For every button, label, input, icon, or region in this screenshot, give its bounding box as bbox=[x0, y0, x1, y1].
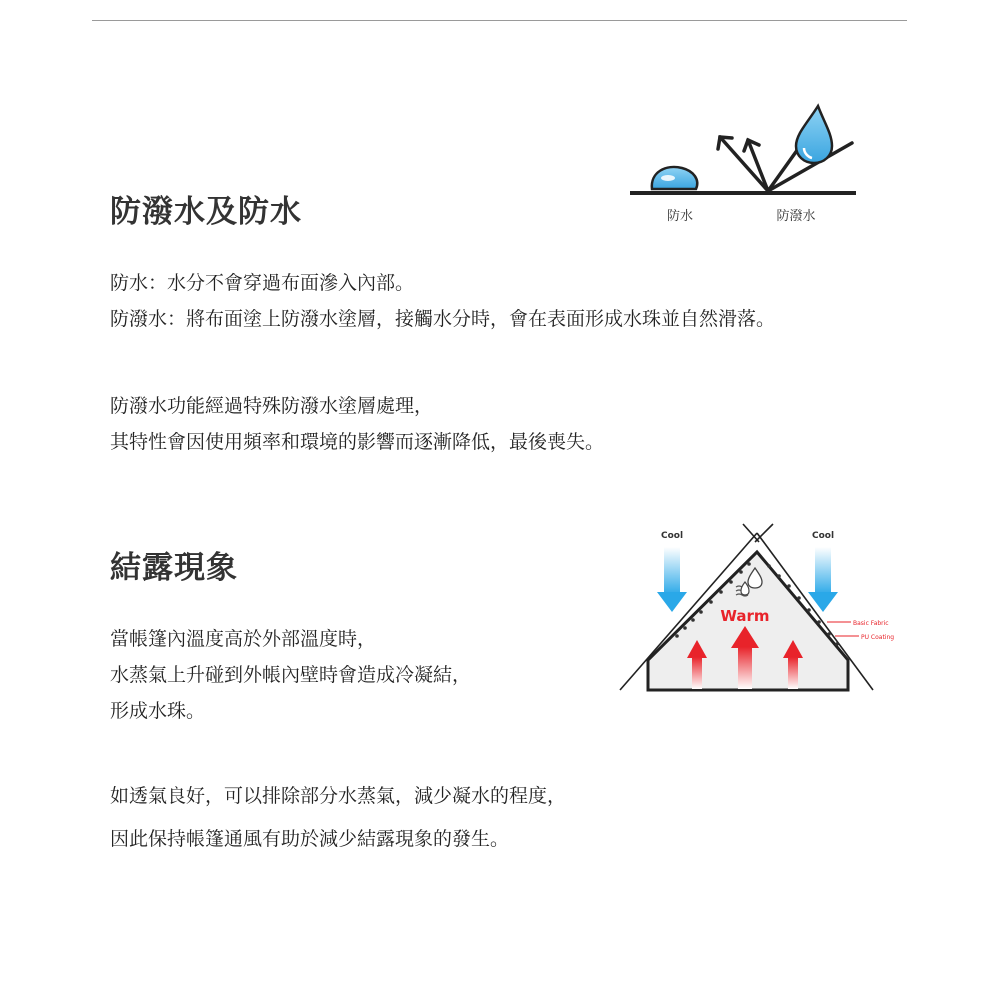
label-water-repellent: 防潑水 bbox=[776, 209, 816, 224]
label-basic-fabric: Basic Fabric bbox=[853, 620, 889, 627]
water-repellent-diagram bbox=[628, 100, 868, 230]
section-heading-water-repellent: 防潑水及防水 bbox=[110, 194, 302, 230]
label-cool-right: Cool bbox=[811, 531, 835, 541]
section-heading-condensation: 結露現象 bbox=[110, 550, 238, 586]
condensation-paragraph bbox=[110, 621, 471, 729]
label-cool-left: Cool bbox=[660, 531, 684, 541]
cool-arrow-right bbox=[808, 547, 838, 612]
ventilation-paragraph bbox=[110, 775, 566, 861]
durability-paragraph bbox=[110, 388, 604, 460]
ventilation-line: 因此保持帳篷通風有助於減少結露現象的發生。 bbox=[110, 828, 510, 850]
ventilation-line: 如透氣良好，可以排除部分水蒸氣，減少凝水的程度， bbox=[110, 785, 567, 807]
label-pu-coating: PU Coating bbox=[861, 634, 895, 641]
top-divider bbox=[92, 20, 907, 21]
condensation-line: 水蒸氣上升碰到外帳內壁時會造成冷凝結， bbox=[110, 664, 472, 686]
water-drop-icon bbox=[796, 106, 832, 163]
label-warm: Warm bbox=[720, 607, 770, 625]
condensation-diagram bbox=[615, 520, 900, 705]
condensation-line: 形成水珠。 bbox=[110, 700, 206, 722]
durability-line: 其特性會因使用頻率和環境的影響而逐漸降低，最後喪失。 bbox=[110, 431, 605, 453]
durability-line: 防潑水功能經過特殊防潑水塗層處理， bbox=[110, 395, 434, 417]
cool-arrow-left bbox=[657, 547, 687, 612]
label-waterproof: 防水 bbox=[666, 209, 694, 224]
definition-line: 防水：水分不會穿過布面滲入內部。 bbox=[110, 272, 415, 294]
condensation-line: 當帳篷內溫度高於外部溫度時， bbox=[110, 628, 377, 650]
definition-line: 防潑水：將布面塗上防潑水塗層，接觸水分時，會在表面形成水珠並自然滑落。 bbox=[110, 308, 776, 330]
definition-paragraph bbox=[110, 265, 775, 337]
